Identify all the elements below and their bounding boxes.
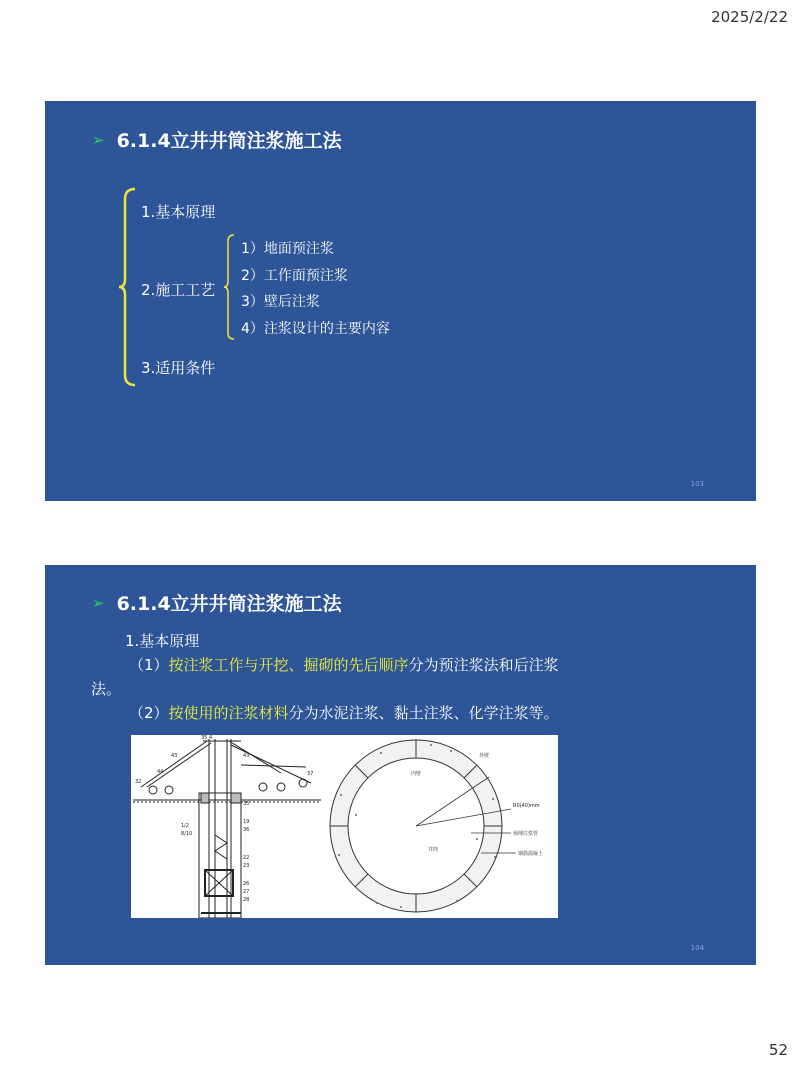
- slide-body: [91, 629, 571, 725]
- slide-number: 103: [690, 480, 704, 488]
- paragraph-1: [91, 653, 571, 701]
- headframe-diagram: [133, 739, 321, 918]
- page-date: 2025/2/22: [711, 8, 788, 26]
- svg-text:22: 22: [243, 855, 250, 861]
- p1-rest: 分为预注浆法和后注浆法。: [91, 656, 559, 698]
- item-basic-principle: 1.基本原理: [141, 203, 216, 221]
- p2-prefix: （2）: [129, 704, 169, 722]
- svg-text:26: 26: [243, 881, 250, 887]
- p2-highlight: 按使用的注浆材料: [168, 704, 289, 722]
- arrow-bullet-icon: ➢: [92, 130, 105, 149]
- label-dimension: R0(40)mm: [513, 803, 540, 809]
- slide-title-text: 6.1.4立井井筒注浆施工法: [116, 593, 342, 615]
- svg-text:19: 19: [243, 819, 250, 825]
- svg-text:43: 43: [171, 753, 178, 759]
- shaft-grouting-figure: [131, 735, 558, 918]
- svg-text:44: 44: [157, 769, 164, 775]
- svg-text:35: 35: [243, 801, 250, 807]
- svg-text:32: 32: [135, 779, 142, 785]
- svg-text:23: 23: [243, 863, 250, 869]
- svg-text:37: 37: [307, 771, 314, 777]
- svg-text:8/10: 8/10: [181, 831, 193, 837]
- arrow-bullet-icon: ➢: [92, 593, 105, 612]
- slide-title: [92, 589, 342, 616]
- slide-103: [45, 101, 756, 501]
- subitem-grouting-design: 4）注浆设计的主要内容: [241, 321, 390, 337]
- page-number: 52: [768, 1041, 788, 1059]
- slide-104: [45, 565, 756, 965]
- p1-highlight: 按注浆工作与开挖、掘砌的先后顺序: [168, 656, 409, 674]
- svg-text:35 4: 35 4: [201, 735, 213, 741]
- item-construction-process: 2.施工工艺: [141, 281, 216, 299]
- outer-brace-icon: [117, 187, 139, 387]
- figure-drawing: [131, 735, 558, 918]
- p1-prefix: （1）: [129, 656, 169, 674]
- shaft-cross-section: [330, 740, 516, 912]
- label-grout-pipe: 预埋注浆管: [513, 831, 539, 837]
- label-inner-wall: 内壁: [411, 771, 422, 777]
- svg-text:1/2: 1/2: [181, 823, 190, 829]
- p2-rest: 分为水泥注浆、黏土注浆、化学注浆等。: [288, 704, 559, 722]
- inner-brace-icon: [222, 233, 236, 341]
- svg-text:27: 27: [243, 889, 250, 895]
- section-heading: 1.基本原理: [125, 632, 200, 650]
- subitem-surface-pregrouting: 1）地面预注浆: [241, 241, 334, 257]
- svg-text:36: 36: [243, 827, 250, 833]
- item-applicable-conditions: 3.适用条件: [141, 359, 216, 377]
- label-outer-wall: 外壁: [479, 753, 490, 759]
- svg-text:43: 43: [243, 753, 250, 759]
- subitem-wall-grouting: 3）壁后注浆: [241, 294, 320, 310]
- svg-text:28: 28: [243, 897, 250, 903]
- label-shaft: 井筒: [428, 847, 439, 853]
- paragraph-2: [91, 701, 571, 725]
- label-concrete: 钢筋混凝土: [518, 851, 544, 857]
- slide-title-text: 6.1.4立井井筒注浆施工法: [116, 130, 342, 152]
- slide-title: [92, 126, 342, 153]
- slide-number: 104: [690, 944, 704, 952]
- subitem-face-pregrouting: 2）工作面预注浆: [241, 268, 348, 284]
